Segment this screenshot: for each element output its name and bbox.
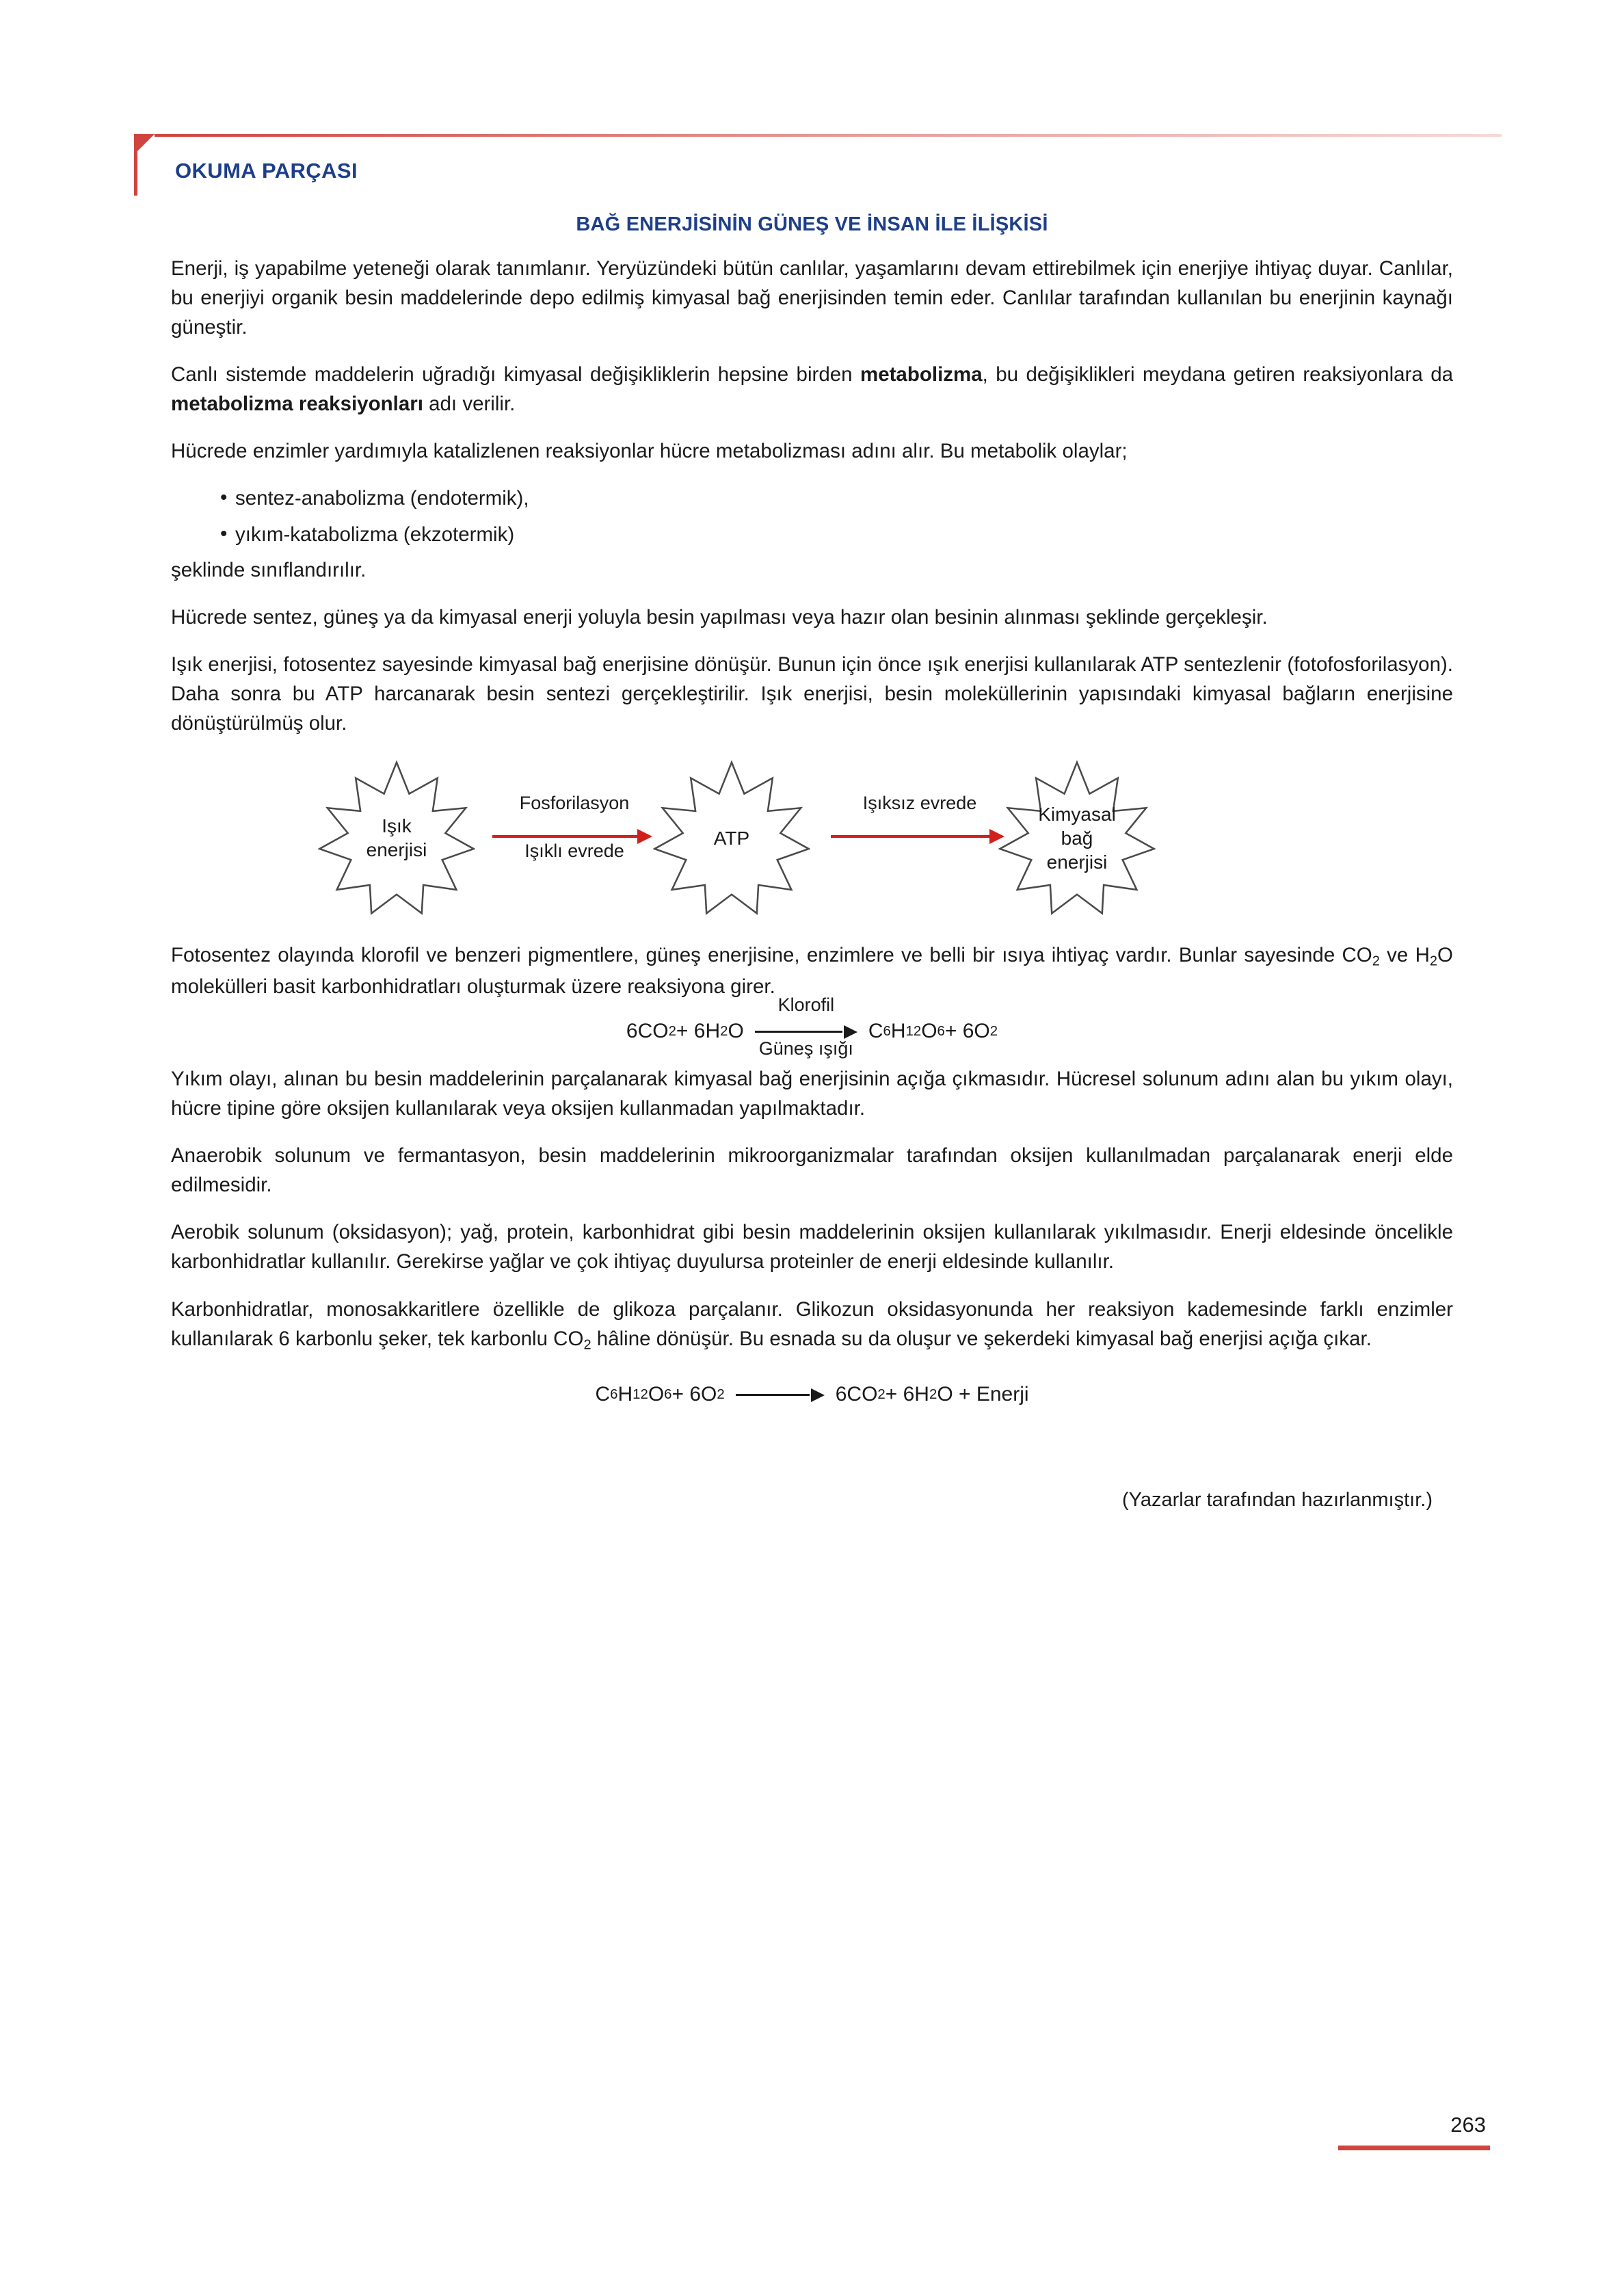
paragraph-7-part-b: ve H [1379,944,1430,967]
diagram-node-label-line2: enerjisi [366,839,427,861]
eq2-left-d: + 6O [671,1383,717,1406]
eq2-left-c: O [648,1383,665,1406]
diagram-arrow-2-label-above: Işıksız evrede [862,793,977,814]
diagram-node-label [998,759,1156,916]
diagram-node-label-line2: bağ [1061,827,1093,849]
eq1-left-b: + 6H [676,1020,721,1043]
eq2-left-sub1: 6 [610,1386,618,1402]
equation-arrow-label-below: Güneş ışığı [758,1038,853,1059]
metabolic-events-list [171,484,1453,550]
eq2-right-sub2: 2 [929,1386,937,1402]
list-item: • yıkım-katabolizma (ekzotermik) [220,520,1453,550]
eq1-right-sub4: 2 [989,1023,998,1039]
equation-photosynthesis-body [626,994,998,1059]
paragraph-10: Aerobik solunum (oksidasyon); yağ, protein, karbonhidrat gibi besin maddelerinin oksijen kullanılarak yıkılmasıdır. Enerji eldesinde öncelikle karbonhidratlar kullanılır. Gerekirse yağlar ve çok ihtiyaç duyulursa proteinler de enerji eldesinde kullanılır. [171,1221,1453,1273]
diagram-arrow-1-label-above: Fosforilasyon [519,793,630,814]
diagram-node-label-line1: Işık [382,815,412,837]
term-metabolizma: metabolizma [860,363,983,386]
paragraph-2 [171,360,1453,419]
equation-respiration [171,1382,1453,1407]
eq2-left-a: C [595,1383,611,1406]
paragraph-9: Anaerobik solunum ve fermantasyon, besin maddelerinin mikroorganizmalar tarafından oksijen kullanılmadan parçalanarak enerji elde edilmesidir. [171,1144,1453,1197]
paragraph-3: Hücrede enzimler yardımıyla katalizlenen reaksiyonlar hücre metabolizması adını alır. Bu metabolik olaylar; [171,440,1128,463]
page-footer [943,2113,1490,2150]
formula-subscript: 2 [1429,953,1438,969]
diagram-node-label [653,759,810,916]
eq2-left-sub4: 2 [717,1386,725,1402]
section-label: OKUMA PARÇASI [175,159,358,183]
eq1-left-sub1: 2 [668,1023,676,1039]
corner-vertical-rule [134,134,137,196]
eq1-right-a: C [868,1020,883,1043]
paragraph-2-part-b: , bu değişiklikleri meydana getiren reaksiyonlara da [982,363,1454,386]
eq1-right-sub2: 12 [905,1023,922,1039]
paragraph-11-part-a: Karbonhidratlar, monosakkaritlere özellikle de glikoza parçalanır. Glikozun oksidasyonunda her reaksiyon kademesinde farklı enzimler kullanılarak 6 karbonlu şeker, tek karbonlu CO [171,1297,1453,1350]
paragraph-11 [171,1295,1453,1356]
eq2-right-b: + 6H [885,1383,929,1406]
diagram-arrow-1 [492,793,656,862]
footer-rule [1338,2146,1490,2150]
eq1-left-c: O [728,1020,744,1043]
page-title: BAĞ ENERJİSİNİN GÜNEŞ VE İNSAN İLE İLİŞKİSİ [576,213,1048,235]
source-credit: (Yazarlar tarafından hazırlanmıştır.) [1122,1489,1433,1512]
list-item: • sentez-anabolizma (endotermik), [220,484,1453,514]
paragraph-7 [171,940,1453,1001]
eq2-right-a: 6CO [835,1383,878,1406]
paragraph-2-part-c: adı verilir. [423,393,516,416]
eq1-left-a: 6CO [626,1020,669,1043]
eq2-left-b: H [617,1383,633,1406]
eq2-left-sub3: 6 [664,1386,672,1402]
diagram-node-label-line1: Kimyasal [1038,803,1116,825]
paragraph-2-part-a: Canlı sistemde maddelerin uğradığı kimyasal değişikliklerin hepsine birden [171,363,860,386]
eq1-right-c: O [921,1020,937,1043]
diagram-node-kimyasal-bag-enerjisi [998,759,1156,916]
paragraph-8: Yıkım olayı, alınan bu besin maddelerinin parçalanarak kimyasal bağ enerjisinin açığa çıkmasıdır. Hücresel solunum adını alan bu yıkım olayı, hücre tipine göre oksijen kullanılarak veya oksijen kullanmadan yapılmaktadır. [171,1068,1453,1120]
term-metabolizma-reaksiyonlari: metabolizma reaksiyonları [171,393,423,416]
paragraph-1: Enerji, iş yapabilme yeteneği olarak tanımlanır. Yeryüzündeki bütün canlılar, yaşamlarını devam ettirebilmek için enerjiye ihtiyaç duyar. Canlılar, bu enerjiyi organik besin maddelerinde depo edilmiş kimyasal bağ enerjisinden temin eder. Canlılar tarafından kullanılan bu enerjinin kaynağı güneştir. [171,257,1453,339]
equation-arrow-label-above: Klorofil [777,994,835,1016]
diagram-arrow-2 [831,793,1009,857]
paragraph-5: Hücrede sentez, güneş ya da kimyasal enerji yoluyla besin yapılması veya hazır olan besinin alınması şeklinde gerçekleşir. [171,605,1268,629]
equation-photosynthesis [171,994,1453,1059]
eq1-left-sub2: 2 [720,1023,728,1039]
diagram-node-isik-enerjisi [318,759,475,916]
eq1-right-d: + 6O [944,1020,990,1043]
energy-flow-diagram [171,756,1453,927]
paragraph-6: Işık enerjisi, fotosentez sayesinde kimyasal bağ enerjisine dönüşür. Bunun için önce ışık enerjisi kullanılarak ATP sentezlenir (fotofosforilasyon). Daha sonra bu ATP harcanarak besin sentezi gerçekleştirilir. Işık enerjisi, besin moleküllerinin yapısındaki kimyasal bağların enerjisine dönüştürülmüş olur. [171,653,1453,735]
diagram-arrow-1-label-below: Işıklı evrede [524,841,624,862]
eq1-right-sub3: 6 [937,1023,945,1039]
eq1-right-sub1: 6 [883,1023,891,1039]
diagram-node-atp [653,759,810,916]
diagram-node-label-line3: enerjisi [1046,851,1108,873]
eq1-right-b: H [890,1020,906,1043]
paragraph-11-part-b: hâline dönüşür. Bu esnada su da oluşur ve şekerdeki kimyasal bağ enerjisi açığa çıkar. [591,1327,1372,1350]
diagram-node-label-line1: ATP [713,827,750,849]
page-number: 263 [1450,2113,1486,2137]
formula-subscript: 2 [583,1337,591,1353]
formula-subscript: 2 [1372,953,1380,969]
eq2-right-sub1: 2 [877,1386,886,1402]
paragraph-7-part-a: Fotosentez olayında klorofil ve benzeri pigmentlere, güneş enerjisine, enzimlere ve belli bir ısıya ihtiyaç vardır. Bunlar sayesinde CO [171,944,1372,967]
eq2-left-sub2: 12 [633,1386,648,1402]
equation-arrow-icon [755,994,857,1059]
paragraph-4: şeklinde sınıflandırılır. [171,558,367,581]
equation-arrow-icon [736,1382,825,1407]
diagram-node-label [318,759,475,916]
document-content [171,137,1453,1512]
equation-respiration-body [595,1382,1028,1407]
paragraph-7-part-c: O molekülleri basit karbonhidratları oluşturmak üzere reaksiyona girer. [171,944,1453,999]
eq2-right-c: O + Enerji [937,1383,1029,1406]
